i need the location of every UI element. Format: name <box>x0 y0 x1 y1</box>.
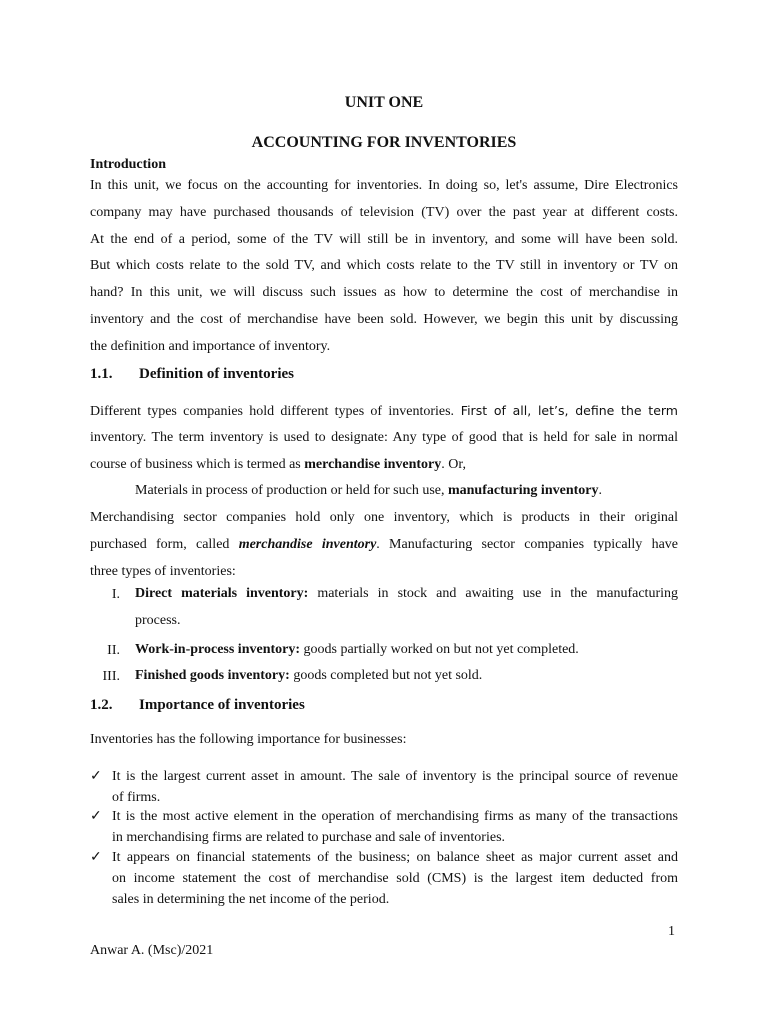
footer-author: Anwar A. (Msc)/2021 <box>90 943 214 958</box>
bold-term: Finished goods inventory: <box>135 668 290 683</box>
text-line: process. <box>135 612 181 628</box>
page-title: ACCOUNTING FOR INVENTORIES <box>251 134 517 151</box>
text-run: purchased form, called <box>90 536 239 552</box>
bold-term: manufacturing inventory <box>447 483 599 499</box>
definition-line <box>90 478 678 505</box>
section-title: Importance of inventories <box>139 697 305 713</box>
text-run: course of business which is termed as <box>90 456 305 472</box>
definition-line <box>90 398 678 425</box>
importance-intro-line: Inventories has the following importance for businesses: <box>90 732 407 747</box>
roman-numeral: III. <box>102 669 120 684</box>
text-line: of firms. <box>112 790 161 805</box>
text-line: It is the most active element in the operation of merchandising firms as many of the transactions <box>112 809 678 824</box>
roman-numeral: I. <box>111 587 120 602</box>
inventory-type-text <box>135 637 678 664</box>
text-run: . <box>598 483 602 499</box>
text-run: . Manufacturing sector companies typically have <box>376 536 678 552</box>
checkmark-icon: ✓ <box>90 769 102 784</box>
text-run: . Or, <box>441 456 466 472</box>
definition-line <box>90 532 678 559</box>
text-line <box>135 581 678 608</box>
definition-line: three types of inventories: <box>90 563 236 579</box>
definition-line: inventory. The term inventory is used to designate: Any type of good that is held for sale in normal <box>90 429 678 445</box>
text-run: goods partially worked on but not yet completed. <box>300 642 579 657</box>
intro-line: But which costs relate to the sold TV, and which costs relate to the TV still in inventory or TV on <box>90 258 678 274</box>
checkmark-icon: ✓ <box>90 850 102 865</box>
text-line: sales in determining the net income of the period. <box>112 892 390 907</box>
text-line: It is the largest current asset in amount. The sale of inventory is the principal source of revenue <box>112 769 678 784</box>
definition-line <box>90 452 678 479</box>
definition-paragraph <box>90 398 678 586</box>
page-number: 1 <box>668 924 675 939</box>
unit-label: UNIT ONE <box>344 94 424 111</box>
importance-intro <box>90 727 678 754</box>
roman-numeral: II. <box>107 643 120 658</box>
text-run: Different types companies hold different types of inventories. <box>90 404 455 419</box>
list-item-text <box>112 766 678 808</box>
bold-italic-term: merchandise inventory <box>238 536 377 552</box>
checkmark-icon: ✓ <box>90 809 102 824</box>
intro-line: company may have purchased thousands of television (TV) over the past year at different costs. <box>90 204 678 220</box>
inventory-type-text <box>135 581 678 635</box>
section-number: 1.2. <box>90 697 113 713</box>
intro-line: inventory and the cost of merchandise have been sold. However, we begin this unit by discussing <box>90 311 678 327</box>
list-item-text <box>112 847 678 910</box>
intro-line: hand? In this unit, we will discuss such issues as how to determine the cost of merchandise in <box>90 285 678 301</box>
list-item-text <box>112 806 678 848</box>
intro-line: At the end of a period, some of the TV will still be in inventory, and some will have been sold. <box>90 231 678 247</box>
section-number: 1.1. <box>90 366 113 382</box>
section-heading-definition <box>90 366 294 383</box>
bold-term: Work-in-process inventory: <box>135 642 301 657</box>
text-run: Materials in process of production or held for such use, <box>135 483 448 499</box>
definition-line: Merchandising sector companies hold only one inventory, which is products in their original <box>90 510 678 526</box>
text-run: materials in stock and awaiting use in the manufacturing <box>308 586 678 601</box>
intro-line: In this unit, we focus on the accounting for inventories. In doing so, let's assume, Dire Electronics <box>90 178 678 193</box>
text-line: It appears on financial statements of the business; on balance sheet as major current asset and <box>112 850 678 865</box>
bold-term: merchandise inventory <box>304 456 442 472</box>
intro-paragraph <box>90 173 678 361</box>
intro-line: the definition and importance of inventory. <box>90 338 331 354</box>
text-line: on income statement the cost of merchandise sold (CMS) is the largest item deducted from <box>112 871 678 886</box>
inventory-type-text <box>135 663 678 690</box>
text-line: in merchandising firms are related to purchase and sale of inventories. <box>112 830 506 845</box>
section-title: Definition of inventories <box>139 366 294 382</box>
section-heading-importance <box>90 697 305 714</box>
text-run: goods completed but not yet sold. <box>289 668 483 683</box>
intro-heading: Introduction <box>90 157 166 172</box>
bold-term: Direct materials inventory: <box>135 586 309 601</box>
text-run: First of all, let’s, define the term <box>454 403 678 418</box>
